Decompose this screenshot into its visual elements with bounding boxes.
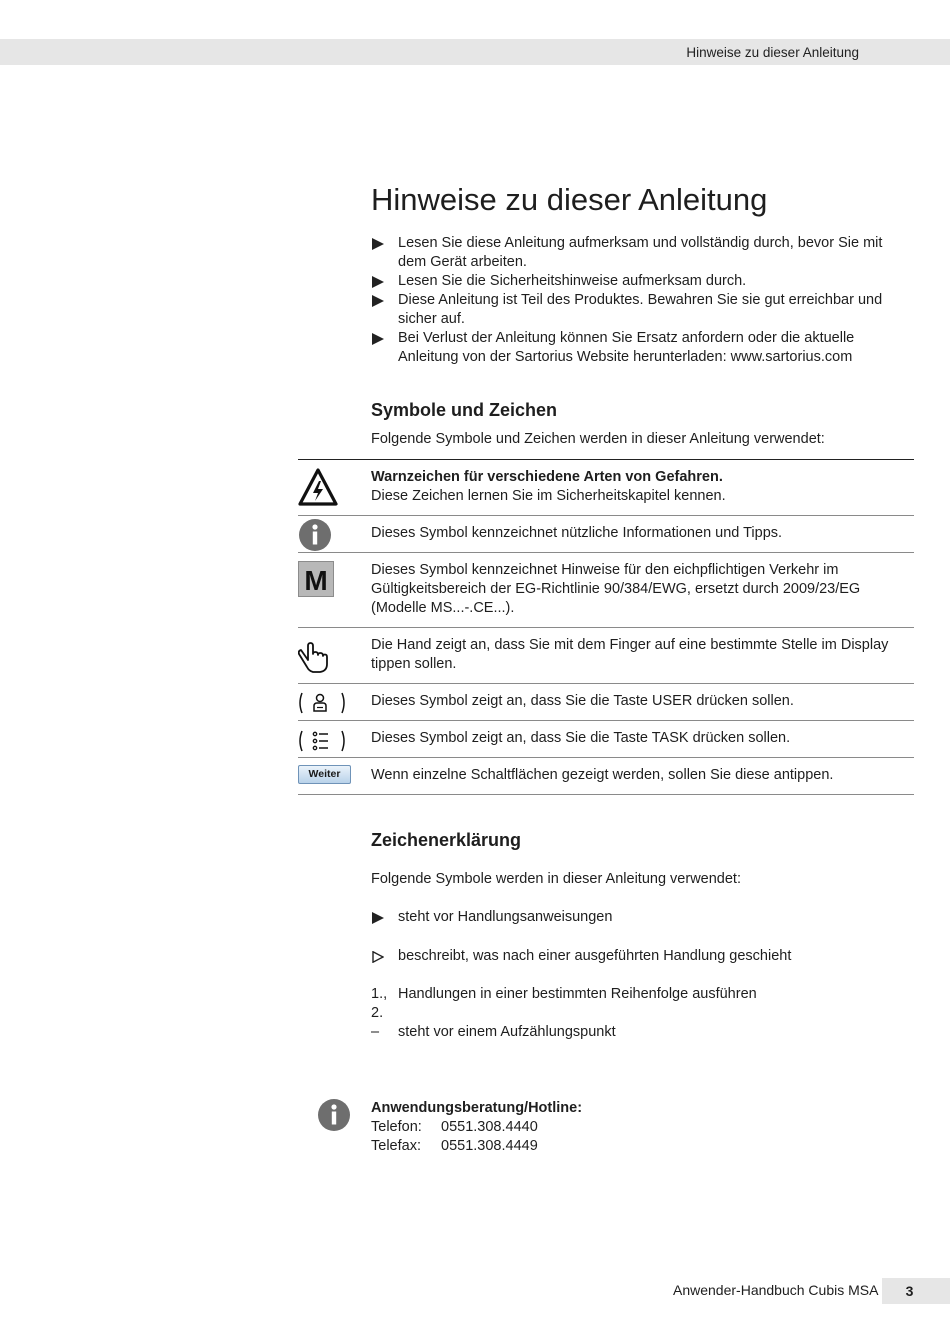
symbol-row-hand [298, 627, 914, 683]
legend-item-sequence [371, 985, 891, 1021]
symbol-row-weiter [298, 757, 914, 795]
arrow-bullet-icon [372, 295, 384, 307]
symbol-row-metrology-text: Dieses Symbol kennzeichnet Hinweise für den eichpflichtigen Verkehr im Gültigkeitsbereich der EG-Richtlinie 90/384/EWG, ersetzt durch 2009/23/EG (Modelle MS...-.CE...). [371, 562, 861, 616]
arrow-bullet-icon [372, 333, 384, 345]
page-number: 3 [905, 1283, 914, 1299]
intro-bullet-list [371, 234, 901, 367]
symbol-row-warning-title: Warnzeichen für verschiedene Arten von Gefahren. [371, 469, 723, 485]
symbol-row-warning-text: Diese Zeichen lernen Sie im Sicherheitskapitel kennen. [371, 488, 726, 504]
list-item: beschreibt, was nach einer ausgeführten Handlung geschieht [371, 947, 891, 966]
symbol-row-user-key [298, 683, 914, 720]
list-item: Diese Anleitung ist Teil des Produktes. Bewahren Sie sie gut erreichbar und sicher auf. [371, 291, 901, 329]
legend-item-action [371, 908, 891, 927]
hand-pointer-icon [298, 638, 330, 680]
legend-item-result [371, 947, 891, 966]
section-heading-symbols: Symbole und Zeichen [371, 400, 558, 420]
fax-label: Telefax: [371, 1138, 421, 1154]
hotline-phone-row [371, 1118, 582, 1137]
symbol-row-warning [298, 459, 914, 515]
page-title: Hinweise zu dieser Anleitung [371, 182, 768, 217]
filled-arrow-icon [372, 912, 384, 924]
list-item: 1., 2. Handlungen in einer bestimmten Reihenfolge ausführen [371, 986, 757, 1021]
task-key-icon [298, 729, 346, 759]
symbols-intro: Folgende Symbole und Zeichen werden in dieser Anleitung verwendet: [371, 431, 825, 447]
symbol-row-task-key-text: Dieses Symbol zeigt an, dass Sie die Taste TASK drücken sollen. [371, 730, 791, 746]
hotline-box [371, 1099, 582, 1156]
list-item: Lesen Sie diese Anleitung aufmerksam und vollständig durch, bevor Sie mit dem Gerät arbeiten. [371, 234, 901, 272]
footer-manual-title: Anwender-Handbuch Cubis MSA [673, 1282, 879, 1298]
legend-item-enumeration [371, 1023, 891, 1042]
hotline-fax-row [371, 1137, 582, 1156]
symbol-row-weiter-text: Wenn einzelne Schaltflächen gezeigt werden, sollen Sie diese antippen. [371, 767, 834, 783]
symbol-row-metrology [298, 552, 914, 627]
weiter-button: Weiter [298, 765, 351, 784]
list-item: Lesen Sie die Sicherheitshinweise aufmerksam durch. [371, 272, 901, 291]
dash-mark: – [371, 1024, 380, 1040]
symbol-row-hand-text: Die Hand zeigt an, dass Sie mit dem Finger auf eine bestimmte Stelle im Display tippen sollen. [371, 637, 889, 672]
symbol-row-user-key-text: Dieses Symbol zeigt an, dass Sie die Taste USER drücken sollen. [371, 693, 794, 709]
running-header: Hinweise zu dieser Anleitung [686, 45, 859, 60]
warning-triangle-icon [298, 468, 338, 512]
legend-intro: Folgende Symbole werden in dieser Anleitung verwendet: [371, 871, 741, 887]
phone-number: 0551.308.4440 [441, 1119, 538, 1135]
arrow-bullet-icon [372, 238, 384, 250]
user-key-icon [298, 691, 346, 721]
phone-label: Telefon: [371, 1119, 422, 1135]
arrow-bullet-icon [372, 276, 384, 288]
symbol-row-info-text: Dieses Symbol kennzeichnet nützliche Informationen und Tipps. [371, 525, 783, 541]
info-icon [317, 1098, 351, 1138]
metrology-m-icon [298, 561, 334, 603]
symbol-row-task-key [298, 720, 914, 757]
weiter-button-sample [298, 765, 351, 784]
symbol-row-info [298, 515, 914, 552]
hotline-title: Anwendungsberatung/Hotline: [371, 1100, 583, 1116]
numbering-mark: 1., 2. [371, 986, 388, 1021]
section-heading-legend: Zeichenerklärung [371, 830, 522, 850]
outline-arrow-icon [372, 951, 384, 963]
list-item: – steht vor einem Aufzählungspunkt [371, 1024, 616, 1040]
svg-text:M: M [304, 565, 328, 596]
list-item: Bei Verlust der Anleitung können Sie Ersatz anfordern oder die aktuelle Anleitung von der Sartorius Website herunterladen: www.sartorius.com [371, 329, 901, 367]
fax-number: 0551.308.4449 [441, 1138, 538, 1154]
list-item: steht vor Handlungsanweisungen [371, 908, 891, 927]
symbols-table [298, 459, 914, 795]
